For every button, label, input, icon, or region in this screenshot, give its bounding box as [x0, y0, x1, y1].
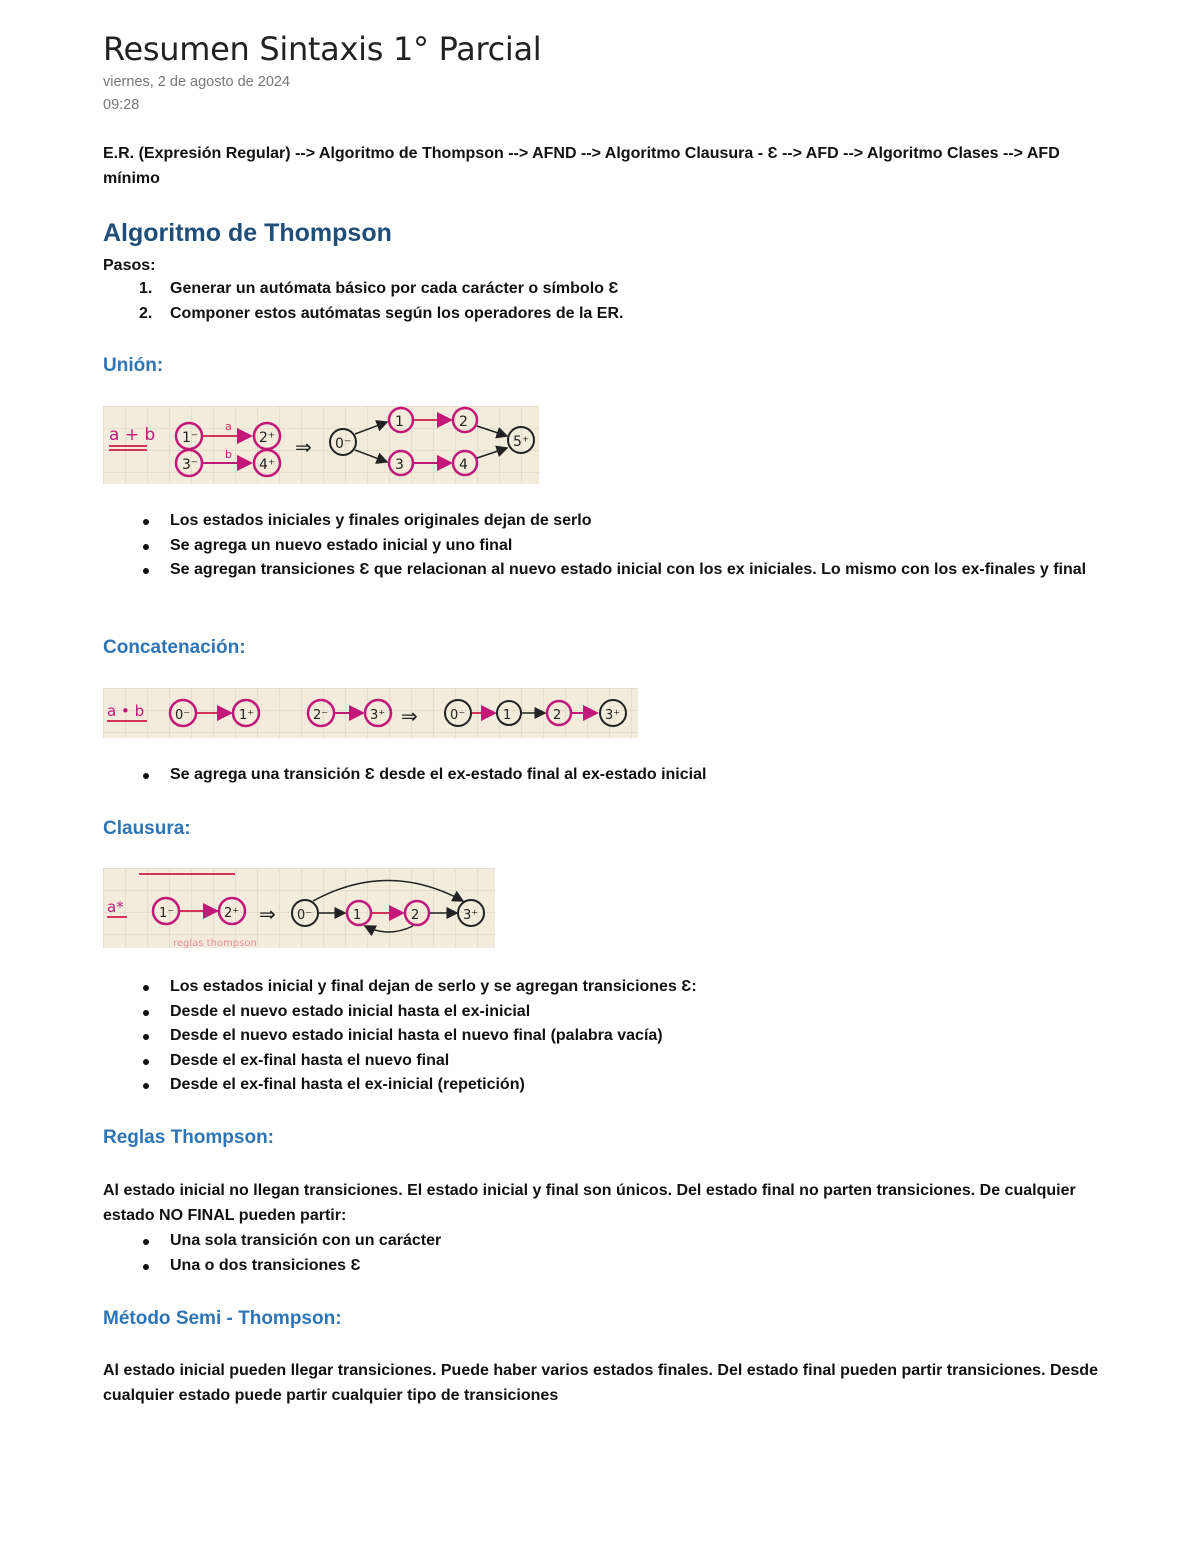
svg-text:0⁻: 0⁻ — [335, 436, 352, 452]
page-title: Resumen Sintaxis 1° Parcial — [103, 30, 542, 68]
svg-text:3⁻: 3⁻ — [182, 457, 199, 473]
list-item: Una sola transición con un carácter — [103, 1229, 1103, 1254]
step-number: 2. — [139, 304, 153, 322]
svg-text:0⁻: 0⁻ — [175, 708, 191, 723]
concat-heading: Concatenación: — [103, 637, 246, 658]
svg-text:⇒: ⇒ — [259, 902, 276, 926]
concat-diagram-image — [103, 688, 638, 738]
concat-expr-label: a • b — [107, 702, 145, 720]
svg-text:2: 2 — [459, 414, 468, 430]
list-item — [103, 277, 1103, 302]
svg-text:1⁺: 1⁺ — [239, 708, 255, 723]
svg-text:5⁺: 5⁺ — [513, 434, 530, 450]
semi-paragraph: Al estado inicial pueden llegar transiciones. Puede haber varios estados finales. Del estado final pueden partir transiciones. Desde cualquier estado puede partir cualquier tipo de transiciones — [103, 1362, 1098, 1404]
union-diagram-image — [103, 406, 539, 484]
clausura-expr-label: a* — [107, 898, 124, 916]
steps-label: Pasos: — [103, 257, 156, 274]
svg-text:2: 2 — [553, 708, 562, 723]
list-item: Una o dos transiciones Ɛ — [103, 1254, 1103, 1279]
svg-text:3⁺: 3⁺ — [463, 908, 479, 923]
reglas-heading: Reglas Thompson: — [103, 1127, 275, 1148]
steps-list — [103, 277, 1103, 326]
page-date: viernes, 2 de agosto de 2024 — [103, 74, 291, 90]
list-item: Desde el nuevo estado inicial hasta el nuevo final (palabra vacía) — [103, 1024, 1103, 1049]
list-item: Se agregan transiciones Ɛ que relacionan al nuevo estado inicial con los ex iniciales. Lo mismo con los ex-finales y final — [103, 558, 1103, 583]
intro-text: E.R. (Expresión Regular) --> Algoritmo de Thompson --> AFND --> Algoritmo Clausura - Ɛ --> AFD --> Algoritmo Clases --> AFD mínimo — [103, 145, 1060, 187]
list-item: Desde el nuevo estado inicial hasta el ex-inicial — [103, 1000, 1103, 1025]
clausura-bullets — [103, 975, 1103, 1098]
list-item: Desde el ex-final hasta el ex-inicial (repetición) — [103, 1073, 1103, 1098]
svg-text:1: 1 — [503, 708, 512, 723]
svg-text:a: a — [225, 420, 232, 433]
svg-text:⇒: ⇒ — [295, 435, 312, 459]
svg-text:2⁺: 2⁺ — [259, 430, 276, 446]
svg-text:2⁺: 2⁺ — [224, 906, 240, 921]
step-text: Componer estos autómatas según los operadores de la ER. — [170, 304, 624, 322]
svg-text:1: 1 — [395, 414, 404, 430]
reglas-bullets — [103, 1229, 1103, 1278]
svg-text:reglas thompson: reglas thompson — [173, 938, 257, 948]
semi-heading: Método Semi - Thompson: — [103, 1308, 342, 1329]
list-item — [103, 302, 1103, 327]
svg-text:2: 2 — [411, 908, 420, 923]
concat-bullets — [103, 763, 1103, 788]
svg-text:b: b — [225, 448, 232, 461]
clausura-diagram-image — [103, 868, 495, 948]
svg-text:1: 1 — [353, 908, 362, 923]
svg-text:2⁻: 2⁻ — [313, 708, 329, 723]
svg-text:3⁺: 3⁺ — [605, 708, 621, 723]
list-item: Los estados iniciales y finales originales dejan de serlo — [103, 509, 1103, 534]
list-item: Desde el ex-final hasta el nuevo final — [103, 1049, 1103, 1074]
thompson-heading: Algoritmo de Thompson — [103, 219, 392, 247]
svg-text:0⁻: 0⁻ — [450, 708, 466, 723]
union-bullets — [103, 509, 1103, 583]
reglas-paragraph: Al estado inicial no llegan transiciones. El estado inicial y final son únicos. Del estado final no parten transiciones. De cualquier estado NO FINAL pueden partir: — [103, 1182, 1076, 1224]
svg-text:⇒: ⇒ — [401, 704, 418, 728]
list-item: Se agrega una transición Ɛ desde el ex-estado final al ex-estado inicial — [103, 763, 1103, 788]
svg-text:0⁻: 0⁻ — [297, 908, 313, 923]
list-item: Se agrega un nuevo estado inicial y uno final — [103, 534, 1103, 559]
svg-text:3⁺: 3⁺ — [370, 708, 386, 723]
step-number: 1. — [139, 280, 153, 297]
step-text: Generar un autómata básico por cada carácter o símbolo Ɛ — [170, 280, 619, 297]
svg-text:4: 4 — [459, 457, 468, 473]
svg-text:1⁻: 1⁻ — [182, 430, 199, 446]
union-expr-label: a + b — [109, 425, 156, 445]
list-item: Los estados inicial y final dejan de serlo y se agregan transiciones Ɛ: — [103, 975, 1103, 1000]
clausura-heading: Clausura: — [103, 818, 191, 839]
svg-text:1⁻: 1⁻ — [159, 906, 175, 921]
svg-text:3: 3 — [395, 457, 404, 473]
union-heading: Unión: — [103, 355, 164, 376]
page-time: 09:28 — [103, 97, 140, 113]
svg-text:4⁺: 4⁺ — [259, 457, 276, 473]
